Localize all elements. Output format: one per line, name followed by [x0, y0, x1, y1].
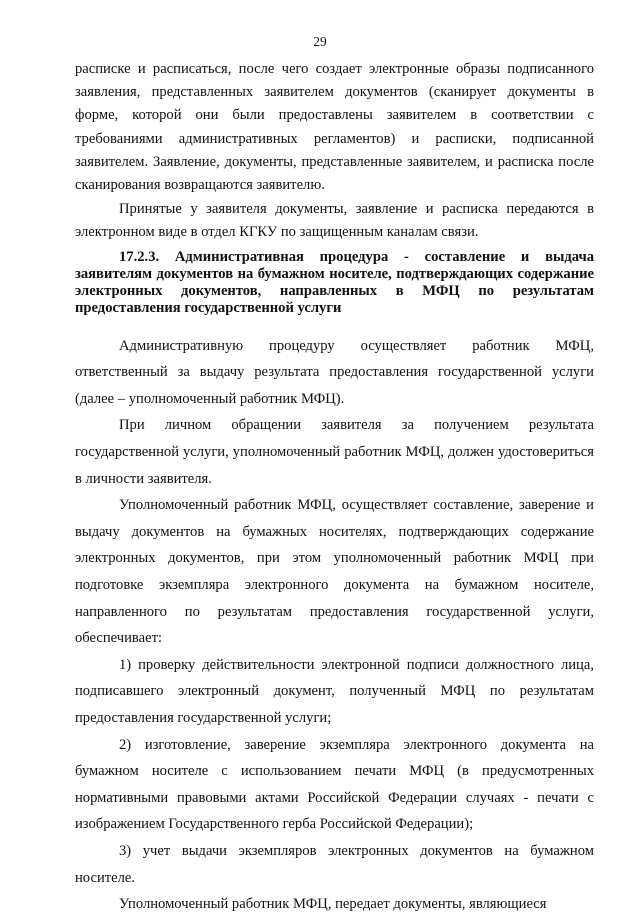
paragraph-paper-documents: Уполномоченный работник МФЦ, осуществляет составление, заверение и выдачу документов на бумажных носителях, подтверждающих содержание электронных документов, при этом уполномоченный работник МФЦ при подготовке экземпляра электронного документа на бумажном носителе, направленного по результатам предоставления государственной услуги, обеспечивает:	[75, 497, 594, 647]
page-number: 29	[313, 34, 327, 49]
list-item-signature-check: 1) проверку действительности электронной подписи должностного лица, подписавшего электронный документ, полученный МФЦ по результатам предоставления государственной услуги;	[75, 656, 594, 726]
paragraph-documents-handover: Уполномоченный работник МФЦ, передает документы, являющиеся	[119, 896, 547, 913]
document-body	[75, 58, 594, 918]
paragraph-documents-transfer: Принятые у заявителя документы, заявление и расписка передаются в электронном виде в отдел КГКУ по защищенным каналам связи.	[75, 201, 594, 241]
paragraph-procedure-performer: Административную процедуру осуществляет работник МФЦ, ответственный за выдачу результата предоставления государственной услуги (далее – уполномоченный работник МФЦ).	[75, 337, 594, 407]
list-item-certification: 2) изготовление, заверение экземпляра электронного документа на бумажном носителе с использованием печати МФЦ (в предусмотренных нормативными правовыми актами Российской Федерации случаях - печати с изображением Государственного герба Российской Федерации);	[75, 736, 594, 833]
paragraph-identity-check: При личном обращении заявителя за получением результата государственной услуги, уполномоченный работник МФЦ, должен удостовериться в личности заявителя.	[75, 417, 594, 487]
section-heading-17-2-3: 17.2.3. Административная процедура - составление и выдача заявителям документов на бумажном носителе, подтверждающих содержание электронных документов, направленных в МФЦ по результатам предоставления государственной услуги	[75, 248, 594, 316]
paragraph-scan-documents: расписке и расписаться, после чего создает электронные образы подписанного заявления, представленных заявителем документов (сканирует документы в форме, которой они были предоставлены заявителем в соответствии с требованиями административных регламентов) и расписки, подписанной заявителем. Заявление, документы, представленные заявителем, и расписка после сканирования возвращаются заявителю.	[75, 61, 594, 194]
list-item-issuance-record: 3) учет выдачи экземпляров электронных документов на бумажном носителе.	[75, 842, 594, 886]
